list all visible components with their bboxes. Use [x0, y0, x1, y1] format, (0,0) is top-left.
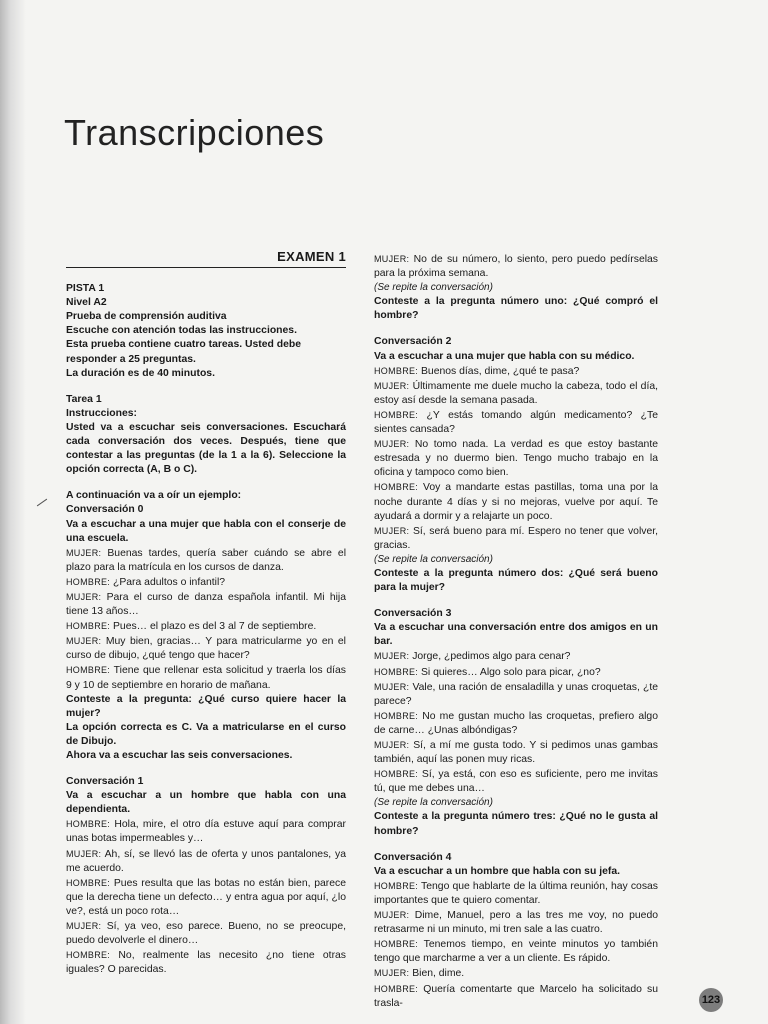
dialogue-text: ¿Para adultos o infantil?: [113, 576, 226, 588]
dialogue-text: ¿Y estás tomando algún medicamento? ¿Te sientes cansada?: [374, 409, 658, 436]
speaker-label: MUJER:: [66, 921, 102, 932]
dialogue-text: Tengo que hablarte de la última reunión, hay cosas importantes que te quiero comentar.: [374, 880, 658, 906]
dialogue-text: Bien, dime.: [412, 968, 465, 980]
repeat-note: (Se repite la conversación): [374, 553, 493, 565]
track-label: PISTA 1: [66, 283, 105, 295]
dialogue-line: [66, 634, 346, 663]
task-instructions-label: Instrucciones:: [66, 407, 138, 419]
speaker-label: MUJER:: [374, 380, 410, 391]
dialogue-line: [66, 575, 346, 590]
dialogue-text: Voy a mandarte estas pastillas, toma una por la noche durante 4 días y si no mejoras, vuelve por aquí. Te ayudará a dormir y a relajarte un poco.: [374, 482, 659, 522]
dialogue-text: Últimamente me duele mucho la cabeza, todo el día, estoy así desde la semana pasada.: [374, 380, 658, 406]
conversation-1-block: [66, 775, 346, 977]
dialogue-line: [374, 767, 658, 796]
dialogue-text: Sí, ya está, con eso es suficiente, pero me invitas tú, que me debes una…: [374, 769, 658, 795]
conversation-title: Conversación 3: [374, 608, 452, 620]
conversation-context: Va a escuchar a una mujer que habla con el conserje de una escuela.: [66, 518, 346, 544]
conversation-title: Conversación 4: [374, 851, 452, 863]
pencil-mark: [37, 499, 47, 507]
speaker-label: MUJER:: [374, 740, 410, 750]
speaker-label: MUJER:: [66, 547, 102, 558]
speaker-label: MUJER:: [374, 254, 410, 264]
page-number-badge: 123: [699, 988, 723, 1012]
speaker-label: MUJER:: [374, 681, 410, 692]
dialogue-line: [374, 649, 658, 664]
dialogue-line: [374, 966, 658, 981]
dialogue-text: Buenas tardes, quería saber cuándo se abre el plazo para la matrícula en los cursos de danza.: [66, 547, 347, 573]
dialogue-text: Para el curso de danza española infantil. Mi hija tiene 13 años…: [66, 591, 346, 618]
dialogue-text: Hola, mire, el otro día estuve aquí para comprar unas botas impermeables y…: [66, 819, 346, 845]
speaker-label: HOMBRE:: [374, 409, 419, 420]
conversation-3-block: [374, 607, 658, 839]
conversation-context: Va a escuchar a una mujer que habla con su médico.: [374, 350, 635, 362]
speaker-label: HOMBRE:: [66, 576, 111, 587]
dialogue-text: No tomo nada. La verdad es que estoy bastante estresada y no duermo bien. Tengo mucho trabajo en la oficina y tampoco como bien.: [374, 439, 658, 479]
speaker-label: HOMBRE:: [66, 950, 111, 961]
speaker-label: HOMBRE:: [374, 983, 419, 994]
dialogue-line: [374, 982, 658, 1011]
speaker-label: MUJER:: [374, 968, 410, 979]
dialogue-line: [66, 619, 346, 634]
example-answer: La opción correcta es C. Va a matricularse en el curso de Dibujo.: [66, 721, 346, 747]
dialogue-line: [66, 876, 346, 919]
intro-line: Escuche con atención todas las instrucciones.: [66, 325, 297, 337]
dialogue-line: [66, 847, 346, 876]
right-column: [374, 252, 658, 1011]
task-title: Tarea 1: [66, 393, 102, 405]
conversation-title: Conversación 0: [66, 504, 144, 516]
conversation-context: Va a escuchar una conversación entre dos amigos en un bar.: [374, 622, 658, 648]
dialogue-line: [374, 879, 658, 908]
dialogue-text: Jorge, ¿pedimos algo para cenar?: [412, 651, 571, 663]
dialogue-text: Si quieres… Algo solo para picar, ¿no?: [421, 666, 601, 678]
dialogue-line: [374, 252, 658, 281]
dialogue-line: [374, 379, 658, 408]
conversation-title: Conversación 2: [374, 336, 452, 348]
speaker-label: MUJER:: [374, 910, 410, 921]
speaker-label: HOMBRE:: [374, 880, 419, 891]
speaker-label: MUJER:: [374, 651, 410, 662]
dialogue-line: [66, 817, 346, 846]
speaker-label: MUJER:: [374, 525, 410, 536]
dialogue-text: Tiene que rellenar esta solicitud y traerla los días 9 y 10 de septiembre en horario de mañana.: [66, 665, 346, 691]
speaker-label: HOMBRE:: [66, 665, 111, 676]
dialogue-line: [66, 590, 346, 619]
intro-line: La duración es de 40 minutos.: [66, 367, 215, 379]
dialogue-line: [374, 364, 658, 379]
question-line: Conteste a la pregunta número tres: ¿Qué no le gusta al hombre?: [374, 811, 658, 837]
dialogue-line: [374, 709, 658, 738]
speaker-label: MUJER:: [66, 636, 102, 647]
dialogue-text: Ah, sí, se llevó las de oferta y unos pantalones, ya me acuerdo.: [66, 848, 346, 874]
dialogue-text: Sí, será bueno para mí. Espero no tener que volver, gracias.: [374, 525, 658, 551]
intro-line: Esta prueba contiene cuatro tareas. Usted debe responder a 25 preguntas.: [66, 339, 302, 365]
exam-heading: EXAMEN 1: [66, 250, 346, 268]
speaker-label: HOMBRE:: [66, 819, 111, 830]
dialogue-text: Pues resulta que las botas no están bien, parece que la derecha tiene un defecto… y entra agua por aquí, ¿lo ve?, está un poco rota…: [66, 877, 347, 917]
speaker-label: HOMBRE:: [66, 621, 111, 632]
question-line: Conteste a la pregunta número uno: ¿Qué compró el hombre?: [374, 296, 658, 322]
example-block: [66, 489, 346, 763]
dialogue-text: Muy bien, gracias… Y para matricularme yo en el curso de dibujo, ¿qué tengo que hacer?: [66, 636, 346, 662]
dialogue-text: Dime, Manuel, pero a las tres me voy, no puedo retrasarme ni un minuto, mi tren sale a las cuatro.: [374, 910, 659, 936]
speaker-label: HOMBRE:: [374, 482, 419, 493]
speaker-label: MUJER:: [374, 439, 410, 450]
conversation-2-block: [374, 335, 658, 595]
dialogue-text: Sí, a mí me gusta todo. Y si pedimos unas gambas también, aquí las ponen muy ricas.: [374, 740, 659, 766]
dialogue-line: [66, 948, 346, 977]
conversation-context: Va a escuchar a un hombre que habla con una dependienta.: [66, 790, 346, 816]
dialogue-line: [374, 480, 658, 523]
dialogue-text: No de su número, lo siento, pero puedo pedírselas para la próxima semana.: [374, 254, 659, 280]
speaker-label: HOMBRE:: [66, 877, 111, 888]
conversation-4-block: [374, 851, 658, 1011]
dialogue-text: Sí, ya veo, eso parece. Bueno, no se preocupe, puedo devolverle el dinero…: [66, 921, 346, 947]
dialogue-line: [374, 437, 658, 480]
dialogue-line: [374, 738, 658, 767]
conversation-context: Va a escuchar a un hombre que habla con su jefa.: [374, 865, 620, 877]
dialogue-line: [374, 908, 658, 937]
intro-block: [66, 282, 346, 381]
dialogue-line: [66, 546, 346, 575]
level-label: Nivel A2: [66, 297, 107, 309]
speaker-label: HOMBRE:: [374, 710, 419, 721]
speaker-label: HOMBRE:: [374, 769, 419, 780]
left-column: [66, 250, 346, 977]
dialogue-line: [374, 665, 658, 680]
task-block: [66, 393, 346, 478]
dialogue-text: No me gustan mucho las croquetas, prefiero algo de carne… ¿Unas albóndigas?: [374, 710, 658, 736]
dialogue-line: [374, 524, 658, 553]
question-line: Conteste a la pregunta número dos: ¿Qué será bueno para la mujer?: [374, 567, 658, 594]
example-question: Conteste a la pregunta: ¿Qué curso quiere hacer la mujer?: [66, 693, 346, 719]
dialogue-text: Quería comentarte que Marcelo ha solicitado su trasla-: [374, 983, 658, 1009]
speaker-label: MUJER:: [66, 591, 102, 602]
repeat-note: (Se repite la conversación): [374, 282, 493, 294]
page-binding-shadow: [0, 0, 26, 1024]
dialogue-text: Pues… el plazo es del 3 al 7 de septiembre.: [113, 621, 317, 633]
dialogue-text: Tenemos tiempo, en veinte minutos yo también tengo que marcharme a ver a un cliente. Es rápido.: [374, 939, 658, 965]
test-name: Prueba de comprensión auditiva: [66, 311, 227, 323]
page-title: Transcripciones: [64, 112, 325, 154]
dialogue-line: [66, 919, 346, 948]
speaker-label: HOMBRE:: [374, 365, 419, 376]
dialogue-text: No, realmente las necesito ¿no tiene otras iguales? O parecidas.: [66, 950, 347, 976]
example-intro: A continuación va a oír un ejemplo:: [66, 490, 242, 502]
dialogue-line: [374, 937, 658, 966]
dialogue-line: [66, 663, 346, 692]
dialogue-line: [374, 408, 658, 437]
speaker-label: HOMBRE:: [374, 666, 419, 677]
dialogue-line: [374, 680, 658, 709]
dialogue-text: Buenos días, dime, ¿qué te pasa?: [421, 365, 580, 377]
task-instructions-text: Usted va a escuchar seis conversaciones. Escuchará cada conversación dos veces. Después, tiene que contestar a las preguntas (de la 1 a la 6). Seleccione la opción correcta (A, B o C).: [66, 421, 346, 476]
repeat-note: (Se repite la conversación): [374, 797, 493, 809]
example-transition: Ahora va a escuchar las seis conversaciones.: [66, 750, 293, 761]
dialogue-text: Vale, una ración de ensaladilla y unas croquetas, ¿te parece?: [374, 681, 658, 707]
speaker-label: HOMBRE:: [374, 939, 419, 950]
speaker-label: MUJER:: [66, 848, 102, 859]
conversation-title: Conversación 1: [66, 776, 144, 788]
